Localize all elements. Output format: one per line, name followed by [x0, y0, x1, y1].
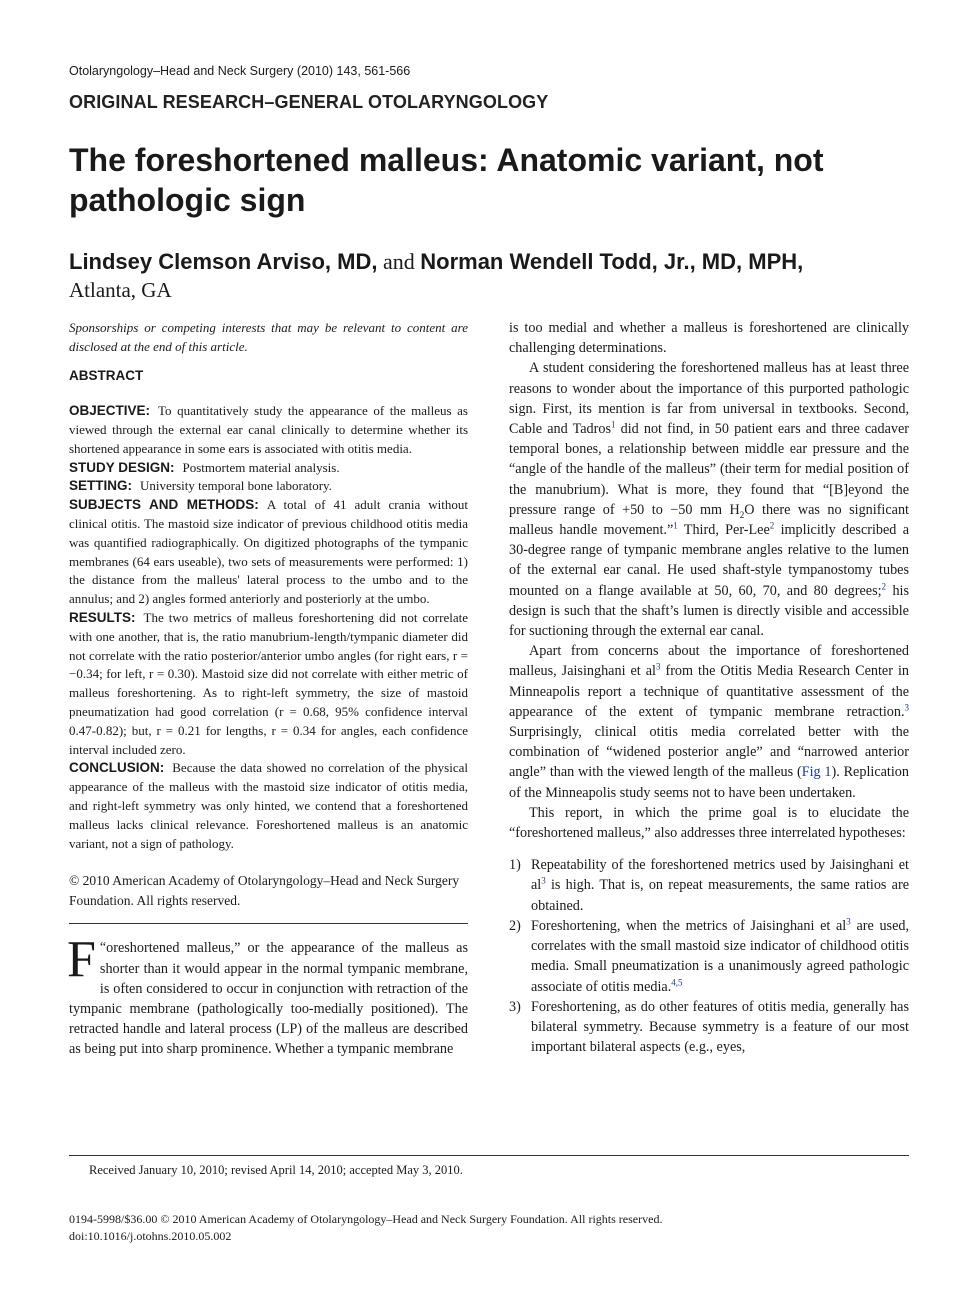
text-run: did not find, in 50 patient ears and three cadaver temporal bones, a relationship between middle ear pressure and the “angle of the handle of the malleus” (their term for medial position of the manubrium). What is more, they found that “[B]eyond the pressure range of +50 to −50 mm H — [509, 421, 909, 518]
copyright-notice: © 2010 American Academy of Otolaryngology–Head and Neck Surgery Foundation. All rights reserved. — [69, 873, 460, 909]
text-run: is high. That is, on repeat measurements, the same ratios are obtained. — [531, 877, 909, 914]
abstract-label: OBJECTIVE: — [69, 403, 151, 419]
hypothesis-list — [509, 855, 909, 1057]
intro-open-quote: “ — [99, 940, 107, 956]
text-run: Foreshortening, when the metrics of Jaisinghani et al — [531, 917, 847, 934]
abstract-label: RESULTS: — [69, 609, 136, 625]
abstract-text: Because the data showed no correlation of the physical appearance of the malleus with the mastoid size indicator of otitis media, and right-left symmetry was only hinted, we contend that a foreshortened malleus lacks clinical relevance. Foreshortened malleus is an anatomic variant, not a sign of pathology. — [69, 760, 468, 851]
author-conjunction: and — [382, 249, 415, 274]
received-dates: Received January 10, 2010; revised April 14, 2010; accepted May 3, 2010. — [89, 1163, 463, 1177]
abstract-heading: ABSTRACT — [69, 368, 144, 383]
list-item — [509, 855, 909, 916]
author-location: Atlanta, GA — [69, 278, 172, 302]
text-run: Repeatability of the foreshortened metrics used by Jaisinghani et al — [531, 857, 909, 894]
list-number: 3) — [509, 998, 521, 1015]
body-paragraph — [509, 358, 909, 641]
text-run: Surprisingly, clinical otitis media correlated better with the combination of “widened posterior angle” and “narrowed anterior angle” than with the viewed length of the malleus ( — [509, 724, 909, 781]
citation-ref[interactable]: 3 — [655, 661, 661, 672]
article-title: The foreshortened malleus: Anatomic variant, not pathologic sign — [69, 142, 824, 218]
abstract-text: To quantitatively study the appearance of the malleus as viewed through the external ear canal clinically to determine whether its shortened appearance in some ears is associated with otitis media. — [69, 403, 468, 456]
author-name: Norman Wendell Todd, Jr., MD, MPH, — [420, 249, 804, 274]
text-run: Apart from concerns about the importance of foreshortened malleus, Jaisinghani et al — [509, 643, 909, 680]
journal-citation: Otolaryngology–Head and Neck Surgery (2010) 143, 561-566 — [69, 64, 411, 78]
list-number: 1) — [509, 857, 521, 874]
abstract-results — [69, 609, 468, 759]
citation-ref[interactable]: 3 — [846, 916, 851, 927]
intro-text: oreshortened malleus,” or the appearance of the malleus as shorter than it would appear in the normal tympanic membrane, is often considered to occur in conjunction with retraction of the tympanic membrane (pathologically too-medially positioned). The retracted handle and lateral process (LP) of the malleus are described as being put into sharp prominence. Whether a tympanic membrane — [69, 940, 468, 1058]
text-run: Third, Per-Lee — [677, 522, 770, 539]
list-item — [509, 916, 909, 997]
list-text — [531, 855, 909, 916]
text-run: from the Otitis Media Research Center in Minneapolis report a technique of quantitative assessment of the appearance of the extent of tympanic membrane retraction. — [509, 663, 909, 720]
abstract-methods — [69, 496, 468, 609]
intro-paragraph — [67, 931, 468, 1059]
abstract-label: CONCLUSION: — [69, 760, 165, 776]
footer-divider — [69, 1155, 909, 1156]
body-paragraph: is too medial and whether a malleus is foreshortened are clinically challenging determinations. — [509, 320, 909, 357]
citation-ref[interactable]: 2 — [881, 580, 887, 591]
citation-ref[interactable]: 1 — [673, 520, 678, 531]
citation-ref[interactable]: 3 — [541, 875, 546, 886]
abstract-text: A total of 41 adult crania without clinical otitis. The mastoid size indicator of previous childhood otitis media was quantified radiographically. On digitized photographs of the tympanic membranes (64 ears useable), two sets of measurements were performed: 1) the distance from the malleus' lateral process to the umbo and to the annulus; and 2) angles formed anteriorly and posteriorly at the umbo. — [69, 497, 469, 607]
abstract-label: SUBJECTS AND METHODS: — [69, 497, 259, 513]
citation-ref[interactable]: 3 — [904, 702, 909, 713]
abstract-conclusion — [69, 759, 468, 853]
citation-ref[interactable]: 4,5 — [671, 976, 683, 987]
right-column — [509, 318, 909, 1057]
list-text — [531, 916, 909, 997]
text-run: O there was no significant malleus handle movement.” — [509, 501, 909, 539]
subscript: 2 — [739, 509, 745, 520]
abstract-divider — [69, 923, 468, 924]
body-paragraph — [509, 641, 909, 803]
author-name: Lindsey Clemson Arviso, MD, — [69, 249, 378, 274]
abstract-setting — [69, 477, 468, 496]
abstract-text: The two metrics of malleus foreshortening did not correlate with one another, that is, the ratio manubrium-length/tympanic diameter did not correlate with the ratio posterior/anterior umbo angles (for right ears, r = −0.34; for left, r = 0.30). Mastoid size did not correlate with either metric of malleus foreshortening. As to right-left symmetry, the size of mastoid pneumatization had good correlation (r = 0.68, 95% confidence interval 0.47-0.82); but, r = 0.21 for lengths, r = 0.34 for angles, each confidence interval included zero. — [69, 609, 468, 757]
abstract-text: Postmortem material analysis. — [182, 459, 340, 475]
drop-cap: F — [67, 931, 96, 989]
list-text: Foreshortening, as do other features of otitis media, generally has bilateral symmetry. Because symmetry is a feature of our most important bilateral aspects (e.g., eyes, — [531, 998, 909, 1056]
abstract-design — [69, 459, 468, 478]
text-run: his design is such that the shaft’s lumen is directly visible and accessible for suctioning through the external ear canal. — [509, 582, 910, 640]
abstract-label: SETTING: — [69, 478, 132, 494]
list-number: 2) — [509, 917, 521, 934]
body-paragraph: This report, in which the prime goal is to elucidate the “foreshortened malleus,” also addresses three interrelated hypotheses: — [509, 804, 909, 842]
doi-link[interactable]: doi:10.1016/j.otohns.2010.05.002 — [69, 1229, 232, 1243]
list-item — [509, 997, 909, 1058]
text-run: A student considering the foreshortened malleus has at least three reasons to wonder about the importance of this purported pathologic sign. First, its mention is far from universal in textbooks. Second, Cable and Tadros — [509, 360, 909, 438]
sponsorship-note: Sponsorships or competing interests that may be relevant to content are disclosed at the end of this article. — [69, 320, 468, 354]
citation-ref[interactable]: 1 — [610, 419, 616, 430]
text-run: implicitly described a 30-degree range of tympanic membrane angles relative to the lumen of the external ear canal. He used shaft-style tympanostomy tubes mounted on a flange available at 50, 60, 70, and 80 degrees; — [509, 522, 909, 599]
left-column — [69, 318, 468, 1060]
abstract-objective — [69, 402, 468, 458]
text-run: ). Replication of the Minneapolis study seems not to have been undertaken. — [509, 764, 909, 801]
abstract-text: University temporal bone laboratory. — [140, 478, 332, 494]
figure-link[interactable]: Fig 1 — [801, 764, 832, 781]
text-run: are used, correlates with the small mastoid size indicator of childhood otitis media. Small pneumatization is a unanimously agreed pathologic associate of otitis media. — [531, 917, 910, 995]
citation-ref[interactable]: 2 — [769, 520, 775, 531]
section-label: ORIGINAL RESEARCH–GENERAL OTOLARYNGOLOGY — [69, 92, 549, 112]
author-list — [69, 248, 929, 304]
abstract-label: STUDY DESIGN: — [69, 459, 175, 475]
issn-line: 0194-5998/$36.00 © 2010 American Academy of Otolaryngology–Head and Neck Surgery Foundation. All rights reserved. — [69, 1212, 663, 1226]
